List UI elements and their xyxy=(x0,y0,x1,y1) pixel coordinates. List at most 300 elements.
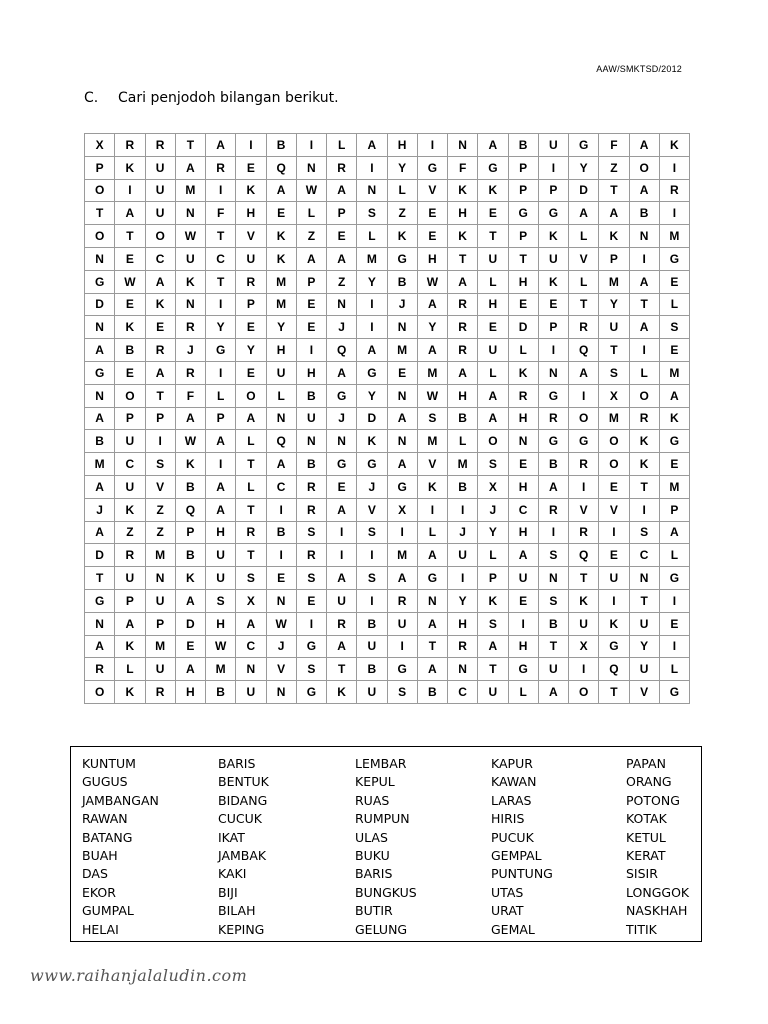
grid-cell: A xyxy=(327,179,357,202)
grid-cell: A xyxy=(538,681,568,704)
grid-cell: L xyxy=(266,384,296,407)
grid-cell: K xyxy=(387,225,417,248)
grid-cell: N xyxy=(175,202,205,225)
word-item: ORANG xyxy=(626,774,672,790)
grid-cell: L xyxy=(327,134,357,157)
word-item: URAT xyxy=(491,903,524,919)
grid-cell: A xyxy=(266,179,296,202)
word-item: KEPUL xyxy=(355,774,395,790)
grid-cell: N xyxy=(236,658,266,681)
grid-cell: M xyxy=(266,270,296,293)
grid-cell: Y xyxy=(629,635,659,658)
grid-cell: A xyxy=(327,635,357,658)
grid-cell: S xyxy=(357,202,387,225)
grid-cell: H xyxy=(266,339,296,362)
grid-cell: G xyxy=(659,247,689,270)
grid-cell: I xyxy=(599,589,629,612)
grid-cell: L xyxy=(478,361,508,384)
grid-cell: I xyxy=(206,179,236,202)
word-item: RAWAN xyxy=(82,811,128,827)
grid-cell: N xyxy=(266,407,296,430)
word-item: BIDANG xyxy=(218,792,268,808)
grid-cell: X xyxy=(478,475,508,498)
grid-cell: Q xyxy=(175,498,205,521)
grid-cell: T xyxy=(206,270,236,293)
grid-cell: G xyxy=(508,658,538,681)
grid-cell: M xyxy=(387,339,417,362)
grid-cell: P xyxy=(599,247,629,270)
grid-cell: A xyxy=(448,270,478,293)
grid-cell: K xyxy=(538,270,568,293)
grid-cell: R xyxy=(115,544,145,567)
grid-cell: B xyxy=(296,453,326,476)
grid-cell: L xyxy=(357,225,387,248)
grid-cell: D xyxy=(357,407,387,430)
grid-cell: U xyxy=(508,567,538,590)
grid-cell: A xyxy=(327,361,357,384)
grid-cell: H xyxy=(508,635,538,658)
grid-cell: Y xyxy=(357,384,387,407)
grid-cell: J xyxy=(478,498,508,521)
grid-cell: G xyxy=(569,134,599,157)
word-item: TITIK xyxy=(626,921,657,937)
grid-cell: A xyxy=(478,134,508,157)
grid-cell: G xyxy=(357,361,387,384)
grid-cell: R xyxy=(538,407,568,430)
grid-cell: K xyxy=(115,498,145,521)
grid-cell: V xyxy=(417,179,447,202)
grid-cell: M xyxy=(448,453,478,476)
grid-cell: H xyxy=(175,681,205,704)
grid-row xyxy=(85,430,690,453)
grid-cell: P xyxy=(508,156,538,179)
question-number: C. xyxy=(84,90,99,106)
word-item: JAMBAK xyxy=(218,848,267,864)
grid-cell: B xyxy=(175,544,205,567)
grid-cell: W xyxy=(417,384,447,407)
grid-cell: N xyxy=(327,293,357,316)
grid-cell: K xyxy=(266,247,296,270)
grid-cell: A xyxy=(327,567,357,590)
grid-row xyxy=(85,202,690,225)
grid-cell: E xyxy=(659,453,689,476)
grid-cell: I xyxy=(296,612,326,635)
grid-cell: I xyxy=(569,384,599,407)
grid-cell: F xyxy=(206,202,236,225)
word-item: BIJI xyxy=(218,884,238,900)
grid-cell: A xyxy=(85,635,115,658)
grid-cell: K xyxy=(175,567,205,590)
grid-cell: Z xyxy=(145,498,175,521)
question-instruction: Cari penjodoh bilangan berikut. xyxy=(118,90,339,106)
grid-cell: T xyxy=(236,544,266,567)
grid-cell: U xyxy=(236,681,266,704)
grid-cell: A xyxy=(266,453,296,476)
grid-cell: H xyxy=(206,521,236,544)
grid-cell: R xyxy=(206,156,236,179)
grid-cell: U xyxy=(145,202,175,225)
grid-cell: R xyxy=(175,316,205,339)
grid-cell: R xyxy=(448,339,478,362)
grid-cell: G xyxy=(387,658,417,681)
grid-cell: D xyxy=(569,179,599,202)
grid-cell: G xyxy=(538,202,568,225)
grid-cell: H xyxy=(508,475,538,498)
grid-cell: R xyxy=(387,589,417,612)
grid-cell: R xyxy=(296,544,326,567)
grid-cell: L xyxy=(659,544,689,567)
word-item: HELAI xyxy=(82,921,119,937)
grid-row xyxy=(85,567,690,590)
grid-cell: R xyxy=(327,612,357,635)
grid-row xyxy=(85,361,690,384)
grid-cell: I xyxy=(569,658,599,681)
word-item: KAWAN xyxy=(491,774,537,790)
grid-cell: A xyxy=(115,202,145,225)
grid-cell: B xyxy=(296,384,326,407)
word-item: RUMPUN xyxy=(355,811,410,827)
grid-cell: S xyxy=(296,521,326,544)
grid-cell: N xyxy=(327,430,357,453)
grid-cell: A xyxy=(85,521,115,544)
grid-cell: T xyxy=(538,635,568,658)
grid-cell: N xyxy=(387,316,417,339)
grid-cell: R xyxy=(508,384,538,407)
grid-cell: F xyxy=(448,156,478,179)
grid-cell: B xyxy=(266,521,296,544)
grid-cell: K xyxy=(175,270,205,293)
grid-cell: U xyxy=(115,475,145,498)
grid-cell: T xyxy=(629,589,659,612)
grid-cell: R xyxy=(296,498,326,521)
grid-cell: A xyxy=(145,270,175,293)
word-item: KAKI xyxy=(218,866,247,882)
word-item: PUNTUNG xyxy=(491,866,553,882)
grid-cell: M xyxy=(145,544,175,567)
word-item: UTAS xyxy=(491,884,524,900)
word-item: KOTAK xyxy=(626,811,667,827)
grid-cell: X xyxy=(569,635,599,658)
grid-cell: M xyxy=(387,544,417,567)
grid-cell: S xyxy=(296,567,326,590)
grid-cell: I xyxy=(357,589,387,612)
grid-cell: H xyxy=(478,293,508,316)
word-item: PUCUK xyxy=(491,829,534,845)
grid-cell: T xyxy=(599,179,629,202)
grid-cell: T xyxy=(327,658,357,681)
grid-cell: T xyxy=(629,293,659,316)
grid-row xyxy=(85,635,690,658)
grid-cell: E xyxy=(296,316,326,339)
grid-cell: B xyxy=(115,339,145,362)
grid-cell: O xyxy=(85,225,115,248)
grid-cell: U xyxy=(236,247,266,270)
grid-cell: A xyxy=(387,453,417,476)
grid-cell: G xyxy=(538,430,568,453)
word-item: GEMAL xyxy=(491,921,535,937)
grid-cell: I xyxy=(206,453,236,476)
grid-cell: R xyxy=(448,293,478,316)
grid-cell: A xyxy=(569,202,599,225)
grid-cell: V xyxy=(417,453,447,476)
grid-cell: R xyxy=(145,339,175,362)
grid-cell: M xyxy=(659,475,689,498)
grid-cell: Q xyxy=(569,544,599,567)
grid-cell: G xyxy=(387,247,417,270)
grid-cell: H xyxy=(236,202,266,225)
grid-cell: I xyxy=(296,134,326,157)
word-item: BUAH xyxy=(82,848,118,864)
grid-cell: W xyxy=(417,270,447,293)
grid-cell: B xyxy=(357,658,387,681)
grid-row xyxy=(85,475,690,498)
grid-cell: S xyxy=(478,612,508,635)
grid-cell: A xyxy=(569,361,599,384)
grid-cell: O xyxy=(145,225,175,248)
grid-cell: C xyxy=(508,498,538,521)
grid-cell: U xyxy=(145,589,175,612)
grid-cell: N xyxy=(417,589,447,612)
grid-cell: U xyxy=(538,247,568,270)
grid-cell: M xyxy=(417,430,447,453)
grid-cell: A xyxy=(538,475,568,498)
grid-cell: R xyxy=(569,521,599,544)
grid-cell: G xyxy=(508,202,538,225)
grid-cell: I xyxy=(145,430,175,453)
grid-cell: R xyxy=(327,156,357,179)
grid-cell: O xyxy=(599,430,629,453)
grid-cell: B xyxy=(387,270,417,293)
grid-cell: A xyxy=(85,475,115,498)
grid-cell: B xyxy=(206,681,236,704)
grid-cell: S xyxy=(538,544,568,567)
word-item: KETUL xyxy=(626,829,666,845)
grid-cell: S xyxy=(387,681,417,704)
grid-cell: G xyxy=(387,475,417,498)
word-item: EKOR xyxy=(82,884,116,900)
grid-cell: N xyxy=(629,225,659,248)
grid-cell: T xyxy=(115,225,145,248)
grid-cell: F xyxy=(175,384,205,407)
grid-cell: A xyxy=(115,612,145,635)
grid-cell: Y xyxy=(569,156,599,179)
grid-cell: G xyxy=(417,567,447,590)
grid-cell: R xyxy=(175,361,205,384)
grid-cell: L xyxy=(508,339,538,362)
grid-cell: J xyxy=(327,407,357,430)
grid-cell: X xyxy=(236,589,266,612)
grid-row xyxy=(85,681,690,704)
grid-cell: I xyxy=(266,498,296,521)
grid-cell: A xyxy=(629,270,659,293)
grid-cell: A xyxy=(478,635,508,658)
grid-cell: I xyxy=(538,339,568,362)
grid-cell: N xyxy=(357,179,387,202)
grid-cell: A xyxy=(478,407,508,430)
grid-cell: U xyxy=(478,681,508,704)
grid-cell: G xyxy=(85,361,115,384)
grid-cell: N xyxy=(387,430,417,453)
grid-cell: W xyxy=(115,270,145,293)
grid-cell: T xyxy=(508,247,538,270)
grid-cell: P xyxy=(327,202,357,225)
grid-cell: E xyxy=(145,316,175,339)
grid-cell: A xyxy=(478,384,508,407)
grid-row xyxy=(85,270,690,293)
word-item: CUCUK xyxy=(218,811,262,827)
grid-cell: L xyxy=(659,658,689,681)
word-column xyxy=(491,755,553,939)
grid-cell: O xyxy=(85,681,115,704)
grid-cell: Z xyxy=(599,156,629,179)
word-item: BARIS xyxy=(355,866,393,882)
grid-cell: L xyxy=(236,475,266,498)
grid-cell: G xyxy=(599,635,629,658)
grid-cell: U xyxy=(387,612,417,635)
grid-cell: A xyxy=(357,134,387,157)
grid-cell: J xyxy=(85,498,115,521)
grid-cell: U xyxy=(599,567,629,590)
grid-row xyxy=(85,225,690,248)
grid-cell: S xyxy=(538,589,568,612)
grid-cell: V xyxy=(145,475,175,498)
grid-cell: V xyxy=(629,681,659,704)
word-item: LEMBAR xyxy=(355,756,407,771)
grid-cell: W xyxy=(175,430,205,453)
grid-row xyxy=(85,589,690,612)
grid-cell: Y xyxy=(357,270,387,293)
grid-cell: B xyxy=(448,475,478,498)
grid-cell: I xyxy=(538,521,568,544)
grid-cell: I xyxy=(448,567,478,590)
grid-cell: Y xyxy=(478,521,508,544)
grid-cell: O xyxy=(236,384,266,407)
grid-cell: P xyxy=(175,521,205,544)
grid-cell: M xyxy=(659,361,689,384)
grid-cell: I xyxy=(659,156,689,179)
word-item: ULAS xyxy=(355,829,388,845)
grid-cell: T xyxy=(85,567,115,590)
grid-cell: K xyxy=(115,635,145,658)
grid-cell: I xyxy=(538,156,568,179)
grid-cell: A xyxy=(206,498,236,521)
grid-cell: T xyxy=(599,681,629,704)
grid-cell: P xyxy=(145,407,175,430)
grid-cell: E xyxy=(115,361,145,384)
grid-cell: S xyxy=(659,316,689,339)
word-item: KAPUR xyxy=(491,756,533,771)
grid-cell: E xyxy=(236,316,266,339)
grid-cell: Q xyxy=(266,430,296,453)
grid-cell: A xyxy=(85,407,115,430)
grid-cell: G xyxy=(327,384,357,407)
word-item: JAMBANGAN xyxy=(82,792,159,808)
grid-cell: E xyxy=(508,589,538,612)
grid-cell: K xyxy=(357,430,387,453)
question-heading xyxy=(84,90,339,106)
grid-cell: T xyxy=(85,202,115,225)
grid-cell: E xyxy=(599,475,629,498)
grid-cell: T xyxy=(569,567,599,590)
grid-cell: M xyxy=(145,635,175,658)
grid-cell: E xyxy=(296,293,326,316)
grid-cell: B xyxy=(508,134,538,157)
grid-cell: H xyxy=(387,134,417,157)
grid-cell: C xyxy=(266,475,296,498)
grid-cell: A xyxy=(175,407,205,430)
grid-cell: N xyxy=(296,430,326,453)
grid-cell: K xyxy=(659,134,689,157)
grid-cell: R xyxy=(145,681,175,704)
grid-cell: N xyxy=(296,156,326,179)
grid-row xyxy=(85,407,690,430)
grid-cell: N xyxy=(85,384,115,407)
grid-cell: B xyxy=(175,475,205,498)
grid-cell: T xyxy=(569,293,599,316)
grid-cell: I xyxy=(569,475,599,498)
grid-cell: N xyxy=(629,567,659,590)
grid-cell: A xyxy=(659,521,689,544)
grid-cell: Y xyxy=(387,156,417,179)
grid-cell: N xyxy=(508,430,538,453)
grid-cell: T xyxy=(478,225,508,248)
grid-cell: J xyxy=(266,635,296,658)
word-item: BUNGKUS xyxy=(355,884,417,900)
grid-cell: S xyxy=(417,407,447,430)
grid-cell: T xyxy=(599,339,629,362)
grid-cell: B xyxy=(417,681,447,704)
grid-row xyxy=(85,156,690,179)
grid-cell: U xyxy=(115,430,145,453)
grid-cell: U xyxy=(478,247,508,270)
grid-cell: I xyxy=(659,635,689,658)
grid-cell: D xyxy=(85,544,115,567)
grid-cell: R xyxy=(448,316,478,339)
grid-cell: K xyxy=(599,225,629,248)
grid-row xyxy=(85,544,690,567)
grid-cell: D xyxy=(175,612,205,635)
grid-cell: A xyxy=(175,589,205,612)
word-search-grid xyxy=(84,133,690,704)
grid-cell: Y xyxy=(236,339,266,362)
grid-cell: K xyxy=(569,589,599,612)
grid-cell: O xyxy=(478,430,508,453)
grid-cell: A xyxy=(659,384,689,407)
grid-cell: B xyxy=(85,430,115,453)
grid-cell: G xyxy=(85,270,115,293)
grid-cell: L xyxy=(115,658,145,681)
grid-row xyxy=(85,134,690,157)
word-item: HIRIS xyxy=(491,811,525,827)
grid-row xyxy=(85,293,690,316)
grid-cell: I xyxy=(448,498,478,521)
grid-cell: Y xyxy=(417,316,447,339)
grid-cell: A xyxy=(629,179,659,202)
grid-cell: H xyxy=(508,270,538,293)
grid-cell: N xyxy=(85,316,115,339)
grid-cell: E xyxy=(327,475,357,498)
grid-cell: H xyxy=(206,612,236,635)
grid-cell: I xyxy=(629,247,659,270)
grid-cell: D xyxy=(508,316,538,339)
grid-cell: I xyxy=(659,589,689,612)
word-item: KUNTUM xyxy=(82,756,136,771)
grid-cell: X xyxy=(599,384,629,407)
website-signature: www.raihanjalaludin.com xyxy=(30,966,248,985)
word-item: LONGGOK xyxy=(626,884,690,900)
grid-cell: B xyxy=(266,134,296,157)
grid-cell: C xyxy=(629,544,659,567)
